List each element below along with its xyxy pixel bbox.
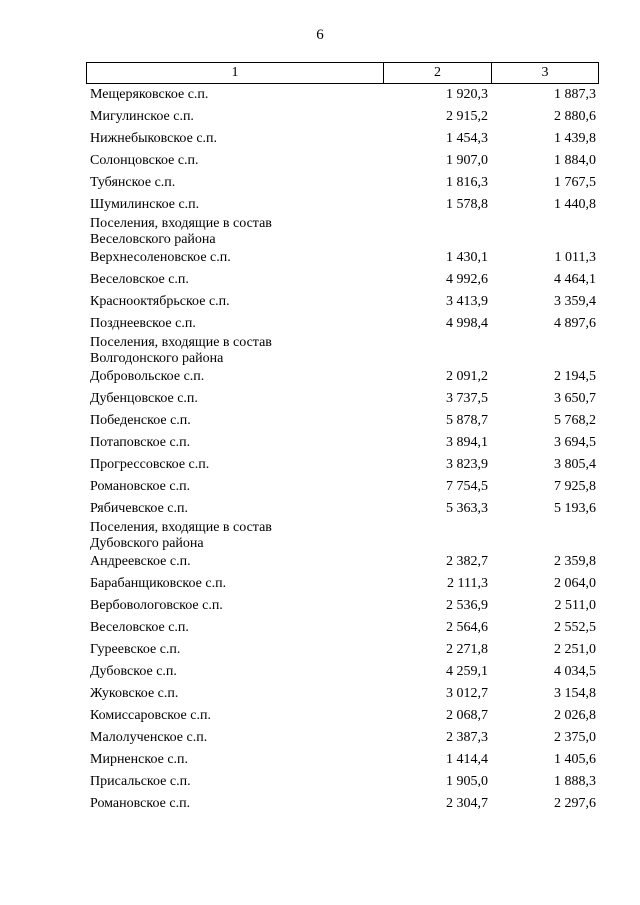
value-col-2: 3 413,9 <box>446 294 488 310</box>
settlement-name: Тубянское с.п. <box>90 175 176 191</box>
value-col-2: 3 894,1 <box>446 435 488 451</box>
settlement-name: Позднеевское с.п. <box>90 316 196 332</box>
table-row <box>86 476 599 498</box>
table-body <box>86 84 599 815</box>
value-col-3: 1 884,0 <box>554 153 596 169</box>
budget-table <box>86 62 599 815</box>
settlement-name: Мещеряковское с.п. <box>90 87 209 103</box>
settlement-name: Андреевское с.п. <box>90 554 191 570</box>
settlement-name: Романовское с.п. <box>90 479 191 495</box>
settlement-name: Комиссаровское с.п. <box>90 708 211 724</box>
settlement-name: Мирненское с.п. <box>90 752 189 768</box>
value-col-3: 1 440,8 <box>554 197 596 213</box>
value-col-3: 2 194,5 <box>554 369 596 385</box>
settlement-name: Прогрессовское с.п. <box>90 457 210 473</box>
table-row <box>86 388 599 410</box>
page-number: 6 <box>316 27 324 43</box>
table-row <box>86 771 599 793</box>
table-row <box>86 194 599 216</box>
section-header-row <box>86 520 599 551</box>
section-title-line: Дубовского района <box>90 535 204 551</box>
value-col-2: 5 878,7 <box>446 413 488 429</box>
value-col-2: 3 737,5 <box>446 391 488 407</box>
value-col-3: 4 897,6 <box>554 316 596 332</box>
settlement-name: Веселовское с.п. <box>90 620 189 636</box>
settlement-name: Вербовологовское с.п. <box>90 598 223 614</box>
table-row <box>86 595 599 617</box>
table-header <box>86 62 599 84</box>
table-row <box>86 106 599 128</box>
section-title-line: Веселовского района <box>90 231 216 247</box>
value-col-2: 2 271,8 <box>446 642 488 658</box>
section-title-line: Поселения, входящие в состав <box>90 335 272 350</box>
table-row <box>86 639 599 661</box>
table-row <box>86 454 599 476</box>
header-col-1: 1 <box>87 63 384 83</box>
value-col-2: 2 387,3 <box>446 730 488 746</box>
value-col-3: 1 887,3 <box>554 87 596 103</box>
settlement-name: Гуреевское с.п. <box>90 642 181 658</box>
table-row <box>86 269 599 291</box>
table-row <box>86 84 599 106</box>
value-col-2: 4 998,4 <box>446 316 488 332</box>
value-col-3: 2 359,8 <box>554 554 596 570</box>
value-col-2: 1 907,0 <box>446 153 488 169</box>
value-col-3: 3 694,5 <box>554 435 596 451</box>
table-row <box>86 128 599 150</box>
table-row <box>86 705 599 727</box>
settlement-name: Рябичевское с.п. <box>90 501 188 517</box>
table-row <box>86 683 599 705</box>
settlement-name: Веселовское с.п. <box>90 272 189 288</box>
value-col-3: 1 405,6 <box>554 752 596 768</box>
value-col-2: 2 068,7 <box>446 708 488 724</box>
table-row <box>86 727 599 749</box>
table-row <box>86 749 599 771</box>
section-header-row <box>86 216 599 247</box>
value-col-2: 1 905,0 <box>446 774 488 790</box>
value-col-2: 4 259,1 <box>446 664 488 680</box>
value-col-2: 7 754,5 <box>446 479 488 495</box>
section-title <box>86 520 382 551</box>
value-col-3: 4 034,5 <box>554 664 596 680</box>
settlement-name: Краснооктябрьское с.п. <box>90 294 230 310</box>
value-col-3: 5 768,2 <box>554 413 596 429</box>
value-col-2: 1 430,1 <box>446 250 488 266</box>
section-title-line: Поселения, входящие в состав <box>90 216 272 231</box>
table-row <box>86 551 599 573</box>
settlement-name: Жуковское с.п. <box>90 686 179 702</box>
settlement-name: Присальское с.п. <box>90 774 191 790</box>
value-col-3: 1 011,3 <box>554 250 596 266</box>
value-col-2: 2 304,7 <box>446 796 488 812</box>
value-col-3: 7 925,8 <box>554 479 596 495</box>
table-row <box>86 150 599 172</box>
settlement-name: Солонцовское с.п. <box>90 153 199 169</box>
value-col-3: 2 375,0 <box>554 730 596 746</box>
settlement-name: Потаповское с.п. <box>90 435 191 451</box>
value-col-2: 1 816,3 <box>446 175 488 191</box>
value-col-2: 2 382,7 <box>446 554 488 570</box>
settlement-name: Добровольское с.п. <box>90 369 205 385</box>
section-title-line: Волгодонского района <box>90 350 224 366</box>
settlement-name: Дубенцовское с.п. <box>90 391 198 407</box>
value-col-2: 2 111,3 <box>447 576 488 592</box>
value-col-3: 2 880,6 <box>554 109 596 125</box>
table-row <box>86 366 599 388</box>
value-col-3: 1 439,8 <box>554 131 596 147</box>
section-title-line: Поселения, входящие в состав <box>90 520 272 535</box>
value-col-3: 2 297,6 <box>554 796 596 812</box>
table-row <box>86 498 599 520</box>
value-col-2: 5 363,3 <box>446 501 488 517</box>
value-col-2: 2 091,2 <box>446 369 488 385</box>
value-col-2: 2 536,9 <box>446 598 488 614</box>
table-row <box>86 617 599 639</box>
section-title <box>86 216 382 247</box>
value-col-3: 3 650,7 <box>554 391 596 407</box>
table-row <box>86 172 599 194</box>
header-col-3: 3 <box>541 65 549 80</box>
settlement-name: Барабанщиковское с.п. <box>90 576 227 592</box>
value-col-3: 2 511,0 <box>554 598 596 614</box>
table-row <box>86 313 599 335</box>
value-col-2: 3 823,9 <box>446 457 488 473</box>
value-col-3: 5 193,6 <box>554 501 596 517</box>
value-col-2: 4 992,6 <box>446 272 488 288</box>
header-col-2: 2 <box>384 63 492 83</box>
settlement-name: Нижнебыковское с.п. <box>90 131 218 147</box>
value-col-3: 1 888,3 <box>554 774 596 790</box>
settlement-name: Победенское с.п. <box>90 413 191 429</box>
table-row <box>86 793 599 815</box>
value-col-2: 2 915,2 <box>446 109 488 125</box>
table-row <box>86 291 599 313</box>
table-row <box>86 247 599 269</box>
settlement-name: Верхнесоленовское с.п. <box>90 250 231 266</box>
value-col-3: 1 767,5 <box>554 175 596 191</box>
table-row <box>86 410 599 432</box>
value-col-3: 3 359,4 <box>554 294 596 310</box>
settlement-name: Мигулинское с.п. <box>90 109 194 125</box>
settlement-name: Дубовское с.п. <box>90 664 177 680</box>
value-col-3: 3 154,8 <box>554 686 596 702</box>
settlement-name: Романовское с.п. <box>90 796 191 812</box>
table-row <box>86 432 599 454</box>
value-col-3: 2 064,0 <box>554 576 596 592</box>
settlement-name: Малолученское с.п. <box>90 730 208 746</box>
settlement-name: Шумилинское с.п. <box>90 197 200 213</box>
table-row <box>86 573 599 595</box>
value-col-3: 2 552,5 <box>554 620 596 636</box>
value-col-2: 2 564,6 <box>446 620 488 636</box>
value-col-2: 1 414,4 <box>446 752 488 768</box>
section-header-row <box>86 335 599 366</box>
value-col-2: 1 454,3 <box>446 131 488 147</box>
value-col-2: 1 578,8 <box>446 197 488 213</box>
value-col-2: 3 012,7 <box>446 686 488 702</box>
table-row <box>86 661 599 683</box>
value-col-3: 4 464,1 <box>554 272 596 288</box>
section-title <box>86 335 382 366</box>
value-col-3: 3 805,4 <box>554 457 596 473</box>
value-col-2: 1 920,3 <box>446 87 488 103</box>
value-col-3: 2 026,8 <box>554 708 596 724</box>
value-col-3: 2 251,0 <box>554 642 596 658</box>
